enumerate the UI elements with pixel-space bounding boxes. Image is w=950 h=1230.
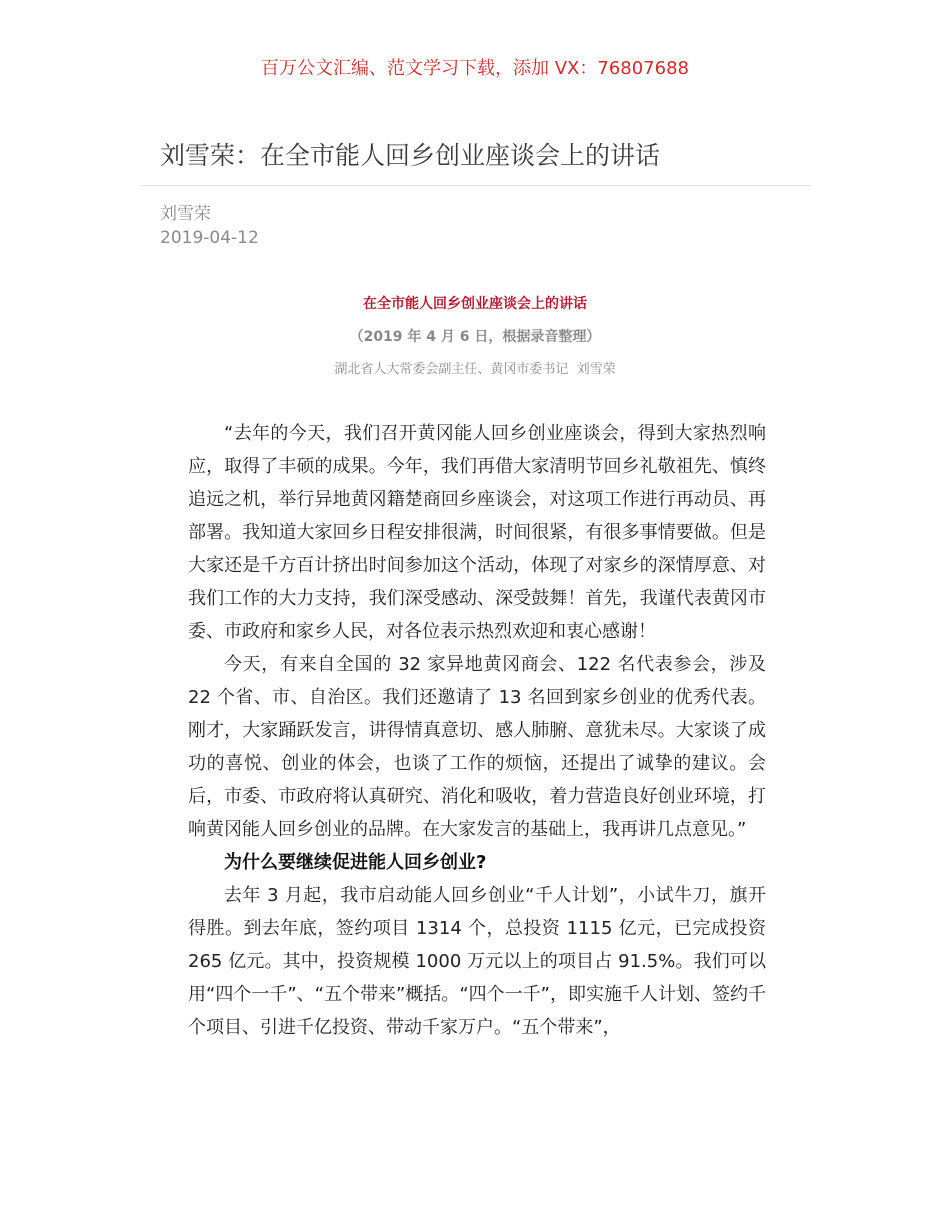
body-paragraph: 今天，有来自全国的 32 家异地黄冈商会、122 名代表参会，涉及 22 个省、市、自治区。我们还邀请了 13 名回到家乡创业的优秀代表。刚才，大家踊跃发言，讲得情真意切、感人肺腑、意犹未尽。大家谈了成功的喜悦、创业的体会，也谈了工作的烦恼，还提出了诚挚的建议。会后，市委、市政府将认真研究、消化和吸收，着力营造良好创业环境，打响黄冈能人回乡创业的品牌。在大家发言的基础上，我再讲几点意见。” (188, 654, 766, 840)
title-divider (140, 185, 811, 186)
page-title: 刘雪荣：在全市能人回乡创业座谈会上的讲话 (160, 141, 661, 170)
article-subheading: （2019 年 4 月 6 日，根据录音整理） (349, 329, 601, 345)
author-name: 刘雪荣 (160, 204, 211, 224)
article-heading: 在全市能人回乡创业座谈会上的讲话 (363, 296, 587, 312)
body-paragraph: “去年的今天，我们召开黄冈能人回乡创业座谈会，得到大家热烈响应，取得了丰硕的成果。今年，我们再借大家清明节回乡礼敬祖先、慎终追远之机，举行异地黄冈籍楚商回乡座谈会，对这项工作进行再动员、再部署。我知道大家回乡日程安排很满，时间很紧，有很多事情要做。但是大家还是千方百计挤出时间参加这个活动，体现了对家乡的深情厚意、对我们工作的大力支持，我们深受感动、深受鼓舞！首先，我谨代表黄冈市委、市政府和家乡人民，对各位表示热烈欢迎和衷心感谢！ (188, 423, 766, 642)
body-paragraph: 去年 3 月起，我市启动能人回乡创业“千人计划”，小试牛刀，旗开得胜。到去年底，签约项目 1314 个，总投资 1115 亿元，已完成投资 265 亿元。其中，投资规模 1000 万元以上的项目占 91.5%。我们可以用“四个一千”、“五个带来”概括。“四个一千”，即实施千人计划、签约千个项目、引进千亿投资、带动千家万户。“五个带来”， (188, 885, 766, 1038)
publish-date: 2019-04-12 (160, 228, 259, 248)
article-byline: 湖北省人大常委会副主任、黄冈市委书记 刘雪荣 (334, 362, 616, 377)
promo-banner: 百万公文汇编、范文学习下载，添加 VX：76807688 (261, 58, 689, 79)
article-body (188, 417, 766, 1044)
section-heading: 为什么要继续促进能人回乡创业? (224, 852, 487, 873)
